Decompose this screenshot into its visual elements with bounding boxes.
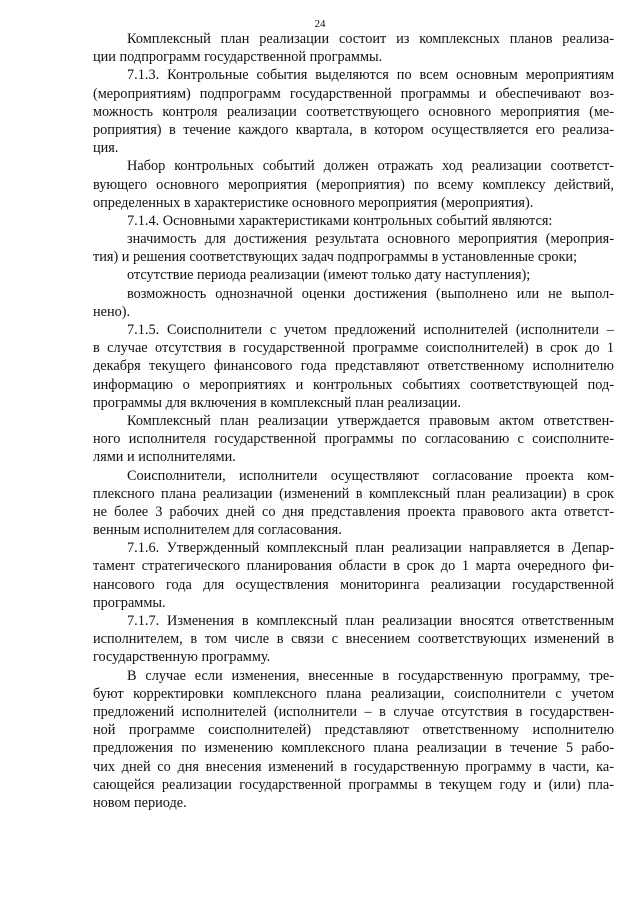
text-line: предложения по изменению комплексного плана реализации в течение 5 рабо- xyxy=(93,740,614,757)
paragraph xyxy=(93,539,614,612)
text-line: В случае если изменения, внесенные в государственную программу, тре- xyxy=(127,667,614,684)
text-line: можность контроля реализации соответствующего основного мероприятия (ме- xyxy=(93,103,614,120)
text-line: в случае отсутствия в государственной программе соисполнителей) в срок до 1 xyxy=(93,340,614,357)
text-line: венным исполнителем для согласования. xyxy=(93,522,342,539)
text-line: определенных в характеристике основного мероприятия (мероприятия). xyxy=(93,194,534,211)
text-line: нено). xyxy=(93,303,131,320)
page-number: 24 xyxy=(314,18,326,30)
paragraph xyxy=(93,266,614,284)
paragraph xyxy=(93,612,614,667)
text-line: новом периоде. xyxy=(93,794,187,811)
text-line: плексного плана реализации (изменений в комплексный план реализации) в срок xyxy=(93,485,614,502)
text-line: буют корректировки комплексного плана реализации, соисполнители с учетом xyxy=(93,685,614,702)
text-line: ция. xyxy=(93,140,119,157)
text-line: программы для включения в комплексный план реализации. xyxy=(93,394,461,411)
text-line: ции подпрограмм государственной программы. xyxy=(93,49,383,66)
text-line: декабря текущего финансового года представляют ответственному исполнителю xyxy=(93,358,614,375)
text-line: возможность однозначной оценки достижения (выполнено или не выпол- xyxy=(127,285,614,302)
text-line: 7.1.7. Изменения в комплексный план реализации вносятся ответственным xyxy=(127,613,614,629)
document-body xyxy=(93,30,614,812)
paragraph xyxy=(93,321,614,412)
text-line: нансового года для осуществления мониторинга реализации государственной xyxy=(93,576,614,593)
text-line: Соисполнители, исполнители осуществляют согласование проекта ком- xyxy=(127,467,614,484)
paragraph xyxy=(93,667,614,813)
text-line: сающейся реализации государственной программы в текущем году и (или) пла- xyxy=(93,776,614,793)
text-line: государственную программу. xyxy=(93,649,271,666)
text-line: ной программе соисполнителей) представляют ответственному исполнителю xyxy=(93,722,614,739)
paragraph xyxy=(93,285,614,321)
text-line: исполнителем, в том числе в связи с внесением соответствующих изменений в xyxy=(93,631,614,648)
text-line: лями и исполнителями. xyxy=(93,449,236,466)
text-line: не более 3 рабочих дней со дня представления проекта правового акта ответст- xyxy=(93,503,614,520)
text-line: 7.1.6. Утвержденный комплексный план реализации направляется в Депар- xyxy=(127,540,614,557)
paragraph xyxy=(93,30,614,66)
text-line: 7.1.5. Соисполнители с учетом предложений исполнителей (исполнители – xyxy=(127,322,614,338)
paragraph xyxy=(93,157,614,212)
paragraph xyxy=(93,230,614,266)
text-line: роприятия) в течение каждого квартала, в котором осуществляется его реализа- xyxy=(93,121,614,138)
paragraph xyxy=(93,412,614,467)
paragraph xyxy=(93,467,614,540)
text-line: предложений исполнителей (исполнители – в случае отсутствия в государствен- xyxy=(93,703,614,720)
text-line: информацию о мероприятиях и контрольных событиях соответствующей под- xyxy=(93,376,614,393)
text-line: тамент стратегического планирования области в срок до 1 марта очередного фи- xyxy=(93,558,614,575)
text-line: значимость для достижения результата основного мероприятия (мероприя- xyxy=(127,231,614,248)
text-line: чих дней со дня внесения изменений в государственную программу в части, ка- xyxy=(93,758,614,775)
paragraph xyxy=(93,212,614,230)
text-line: вующего основного мероприятия (мероприятия) по всему комплексу действий, xyxy=(93,176,614,193)
text-line: 7.1.4. Основными характеристиками контрольных событий являются: xyxy=(127,212,553,229)
text-line: отсутствие периода реализации (имеют только дату наступления); xyxy=(127,267,531,284)
text-line: Комплексный план реализации состоит из комплексных планов реализа- xyxy=(127,31,614,47)
paragraph xyxy=(93,66,614,157)
text-line: Набор контрольных событий должен отражать ход реализации соответст- xyxy=(127,158,614,175)
text-line: ного исполнителя государственной программы по согласованию с соисполните- xyxy=(93,431,614,448)
text-line: Комплексный план реализации утверждается правовым актом ответствен- xyxy=(127,412,614,429)
text-line: тия) и решения соответствующих задач подпрограммы в установленные сроки; xyxy=(93,249,578,266)
text-line: 7.1.3. Контрольные события выделяются по всем основным мероприятиям xyxy=(127,67,614,84)
text-line: (мероприятиям) подпрограмм государственной программы и обеспечивают воз- xyxy=(93,85,614,102)
text-line: программы. xyxy=(93,594,166,611)
